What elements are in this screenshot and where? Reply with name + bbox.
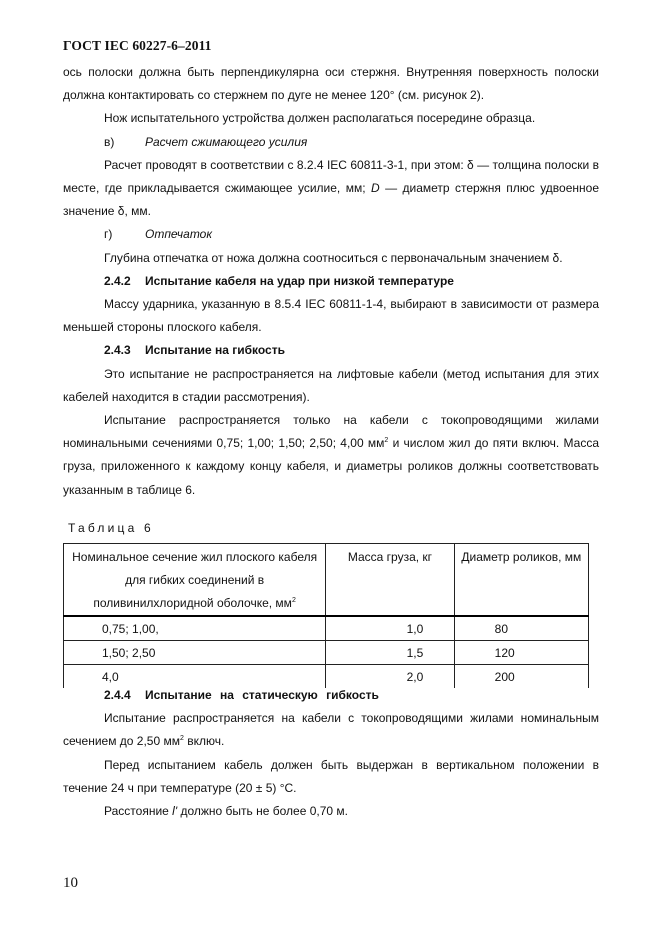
section-heading xyxy=(63,684,599,707)
subitem-heading xyxy=(63,131,599,154)
cell-section: 0,75; 1,00, xyxy=(64,616,326,641)
header-text: Номинальное сечение жил плоского кабеля для гибких соединений в поливинилхлоридной оболочке, мм xyxy=(72,550,318,610)
text-run: Расчет проводят в соответствии с 8.2.4 IEC 60811-3-1, при этом: δ — толщина полоски в месте, где прикладывается сжимающее усилие, мм; xyxy=(63,157,599,196)
variable: l' xyxy=(172,804,178,819)
paragraph xyxy=(63,409,599,502)
section-title: Испытание кабеля на удар при низкой температуре xyxy=(145,273,454,288)
page-number: 10 xyxy=(63,875,78,891)
cell-diameter: 80 xyxy=(454,616,588,641)
paragraph xyxy=(63,707,599,753)
cell-diameter: 200 xyxy=(454,665,588,689)
paragraph: Массу ударника, указанную в 8.5.4 IEC 60811-1-4, выбирают в зависимости от размера меньшей стороны плоского кабеля. xyxy=(63,297,599,335)
subitem-label: г) xyxy=(104,227,113,242)
section-heading xyxy=(63,339,599,362)
section-number: 2.4.2 xyxy=(104,273,131,288)
main-text xyxy=(63,61,599,502)
text-run: Расстояние xyxy=(104,804,169,819)
subitem-heading xyxy=(63,223,599,246)
table-caption: Таблица 6 xyxy=(68,521,154,535)
paragraph: Перед испытанием кабель должен быть выдержан в вертикальном положении в течение 24 ч при температуре (20 ± 5) °С. xyxy=(63,757,599,795)
document-header: ГОСТ IEC 60227-6–2011 xyxy=(63,38,212,53)
cell-mass: 1,0 xyxy=(326,616,454,641)
header-cell-section xyxy=(64,544,326,617)
superscript: 2 xyxy=(291,597,296,604)
paragraph: Глубина отпечатка от ножа должна соотноситься с первоначальным значением δ. xyxy=(104,250,563,265)
text-run: включ. xyxy=(187,734,225,749)
cell-section: 1,50; 2,50 xyxy=(64,641,326,665)
variable: D xyxy=(370,181,380,196)
paragraph: Нож испытательного устройства должен располагаться посередине образца. xyxy=(104,111,536,126)
text-run: должно быть не более 0,70 м. xyxy=(180,804,349,819)
section-number: 2.4.4 xyxy=(104,688,131,702)
section-number: 2.4.3 xyxy=(104,343,131,358)
text-run: Испытание распространяется на кабели с токопроводящими жилами номинальным сечением до 2,50 мм xyxy=(63,711,599,749)
text-run: Испытание распространяется только на кабели с токопроводящими жилами номинальными сечениями 0,75; 1,00; 1,50; 2,50; 4,00 мм xyxy=(63,413,599,451)
cell-mass: 1,5 xyxy=(326,641,454,665)
subitem-title: Отпечаток xyxy=(145,227,213,242)
cell-section: 4,0 xyxy=(64,665,326,689)
paragraph: Это испытание не распространяется на лифтовые кабели (метод испытания для этих кабелей находится в стадии рассмотрения). xyxy=(63,366,599,404)
section-title: Испытание на гибкость xyxy=(145,343,285,358)
paragraph xyxy=(63,154,599,224)
text-after-table xyxy=(63,684,599,823)
text-run: и числом жил до пяти включ. Масса груза, приложенного к каждому концу кабеля, и диаметры роликов должны соответствовать указанным в таблице 6. xyxy=(63,436,599,497)
table-row xyxy=(64,616,589,641)
header-cell-mass: Масса груза, кг xyxy=(326,544,454,617)
superscript: 2 xyxy=(384,437,389,445)
superscript: 2 xyxy=(180,735,184,743)
header-cell-diameter: Диаметр роликов, мм xyxy=(454,544,588,617)
section-heading xyxy=(63,270,599,293)
text-run: — диаметр стержня плюс удвоенное значение δ, мм. xyxy=(63,181,600,219)
cell-diameter: 120 xyxy=(454,641,588,665)
section-title: Испытание на статическую гибкость xyxy=(145,688,379,702)
table-header-row xyxy=(64,544,589,617)
subitem-title: Расчет сжимающего усилия xyxy=(145,134,308,149)
cell-mass: 2,0 xyxy=(326,665,454,689)
subitem-label: в) xyxy=(104,134,115,149)
paragraph xyxy=(63,800,599,823)
paragraph: ось полоски должна быть перпендикулярна оси стержня. Внутренняя поверхность полоски должна контактировать со стержнем по дуге не менее 120° (см. рисунок 2). xyxy=(63,65,599,103)
table-row xyxy=(64,641,589,665)
table-6 xyxy=(63,543,589,688)
